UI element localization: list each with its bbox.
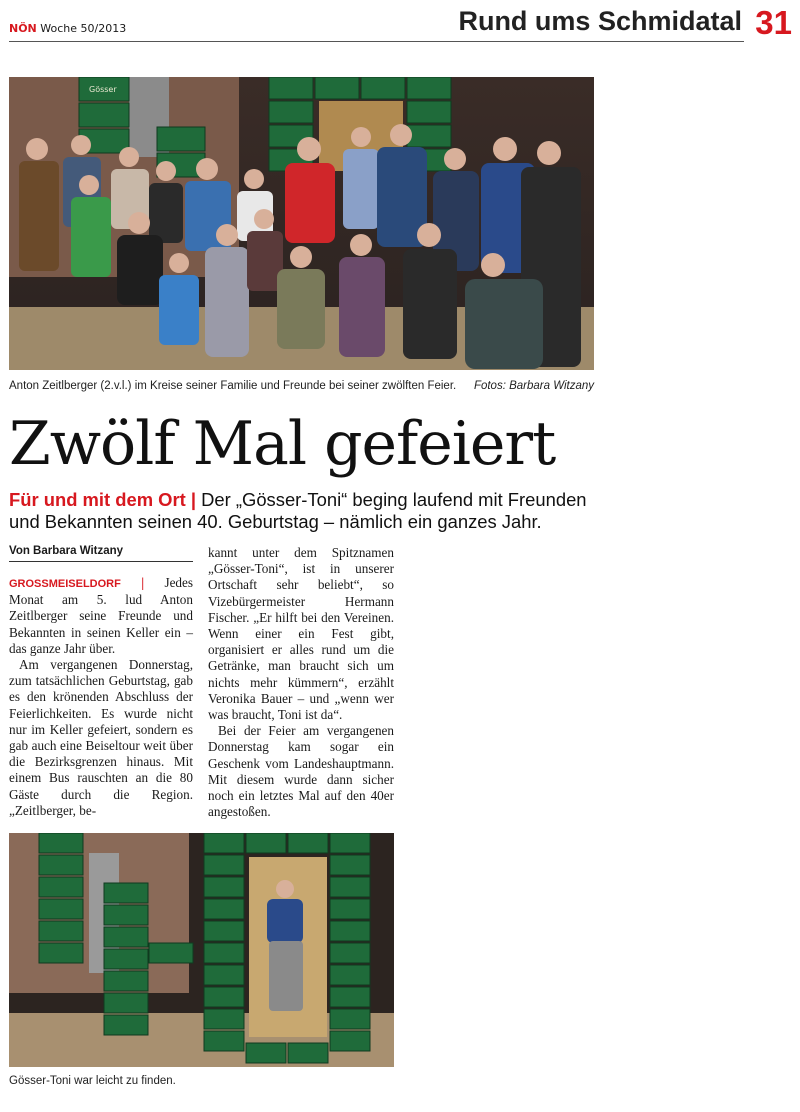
paragraph: Bei der Feier am vergangenen Donnerstag kam sogar ein Geschenk vom Landeshauptmann. Mit diesem wurde dann sicher noch ein letztes Mal auf den 40er angestoßen.	[208, 723, 394, 820]
header-rule	[9, 41, 744, 42]
article-column-1	[9, 575, 193, 819]
page-number: 31	[755, 4, 792, 41]
paragraph: Am vergangenen Donnerstag, zum tatsächlichen Geburtstag, gab es den krönenden Abschluss der Feierlichkeiten. Es wurde nicht nur im Keller gefeiert, sondern es gab auch eine Beiseltour weit über die Bezirksgrenzen hinaus. Mit einem Bus rauschten an die 80 Gäste durch die Region. „Zeitlberger, be-	[9, 657, 193, 818]
article-column-2	[208, 545, 394, 820]
group-photo-illustration	[9, 77, 594, 370]
photo-credit: Fotos: Barbara Witzany	[473, 380, 594, 392]
paragraph	[9, 575, 193, 657]
group-photo	[9, 77, 594, 370]
dateline-separator: |	[141, 575, 145, 590]
subheadline	[9, 489, 609, 533]
photo2-caption: Gösser-Toni war leicht zu finden.	[9, 1075, 176, 1087]
byline: Von Barbara Witzany	[9, 545, 124, 557]
photo1-caption: Anton Zeitlberger (2.v.l.) im Kreise seiner Familie und Freunde bei seiner zwölften Feier.	[9, 380, 457, 392]
section-title: Rund ums Schmidatal	[458, 6, 742, 36]
crate-photo-illustration	[9, 833, 394, 1067]
crate-photo	[9, 833, 394, 1067]
issue-label: Woche 50/2013	[40, 22, 127, 35]
issue-info	[9, 22, 126, 35]
byline-rule	[9, 561, 193, 562]
brand-name: NÖN	[9, 22, 37, 35]
kicker-separator: |	[190, 489, 197, 510]
dateline: GROSSMEISELDORF	[9, 578, 121, 590]
paragraph: kannt unter dem Spitznamen „Gösser-Toni“, ist in unserer Ortschaft sehr beliebt“, so Vizebürgermeister Hermann Fischer. „Er hilft bei den Vereinen. Wenn einer ein Fest gibt, organisiert er alles rund um die Getränke, man braucht sich um nichts mehr kümmern“, erzählt Veronika Bauer – und „wenn wer was braucht, Toni ist da“.	[208, 545, 394, 723]
paragraph-text: Jedes Monat am 5. lud Anton Zeitlberger seine Freunde und Bekannten in seinen Keller ein – das ganze Jahr über.	[9, 575, 194, 656]
subhead-text: Der „Gösser-Toni“ beging laufend mit Freunden und Bekannten seinen 40. Geburtstag – nämlich ein ganzes Jahr.	[9, 489, 587, 532]
crate-label: Gösser	[89, 85, 117, 94]
kicker: Für und mit dem Ort	[9, 489, 186, 510]
headline: Zwölf Mal gefeiert	[9, 409, 556, 479]
